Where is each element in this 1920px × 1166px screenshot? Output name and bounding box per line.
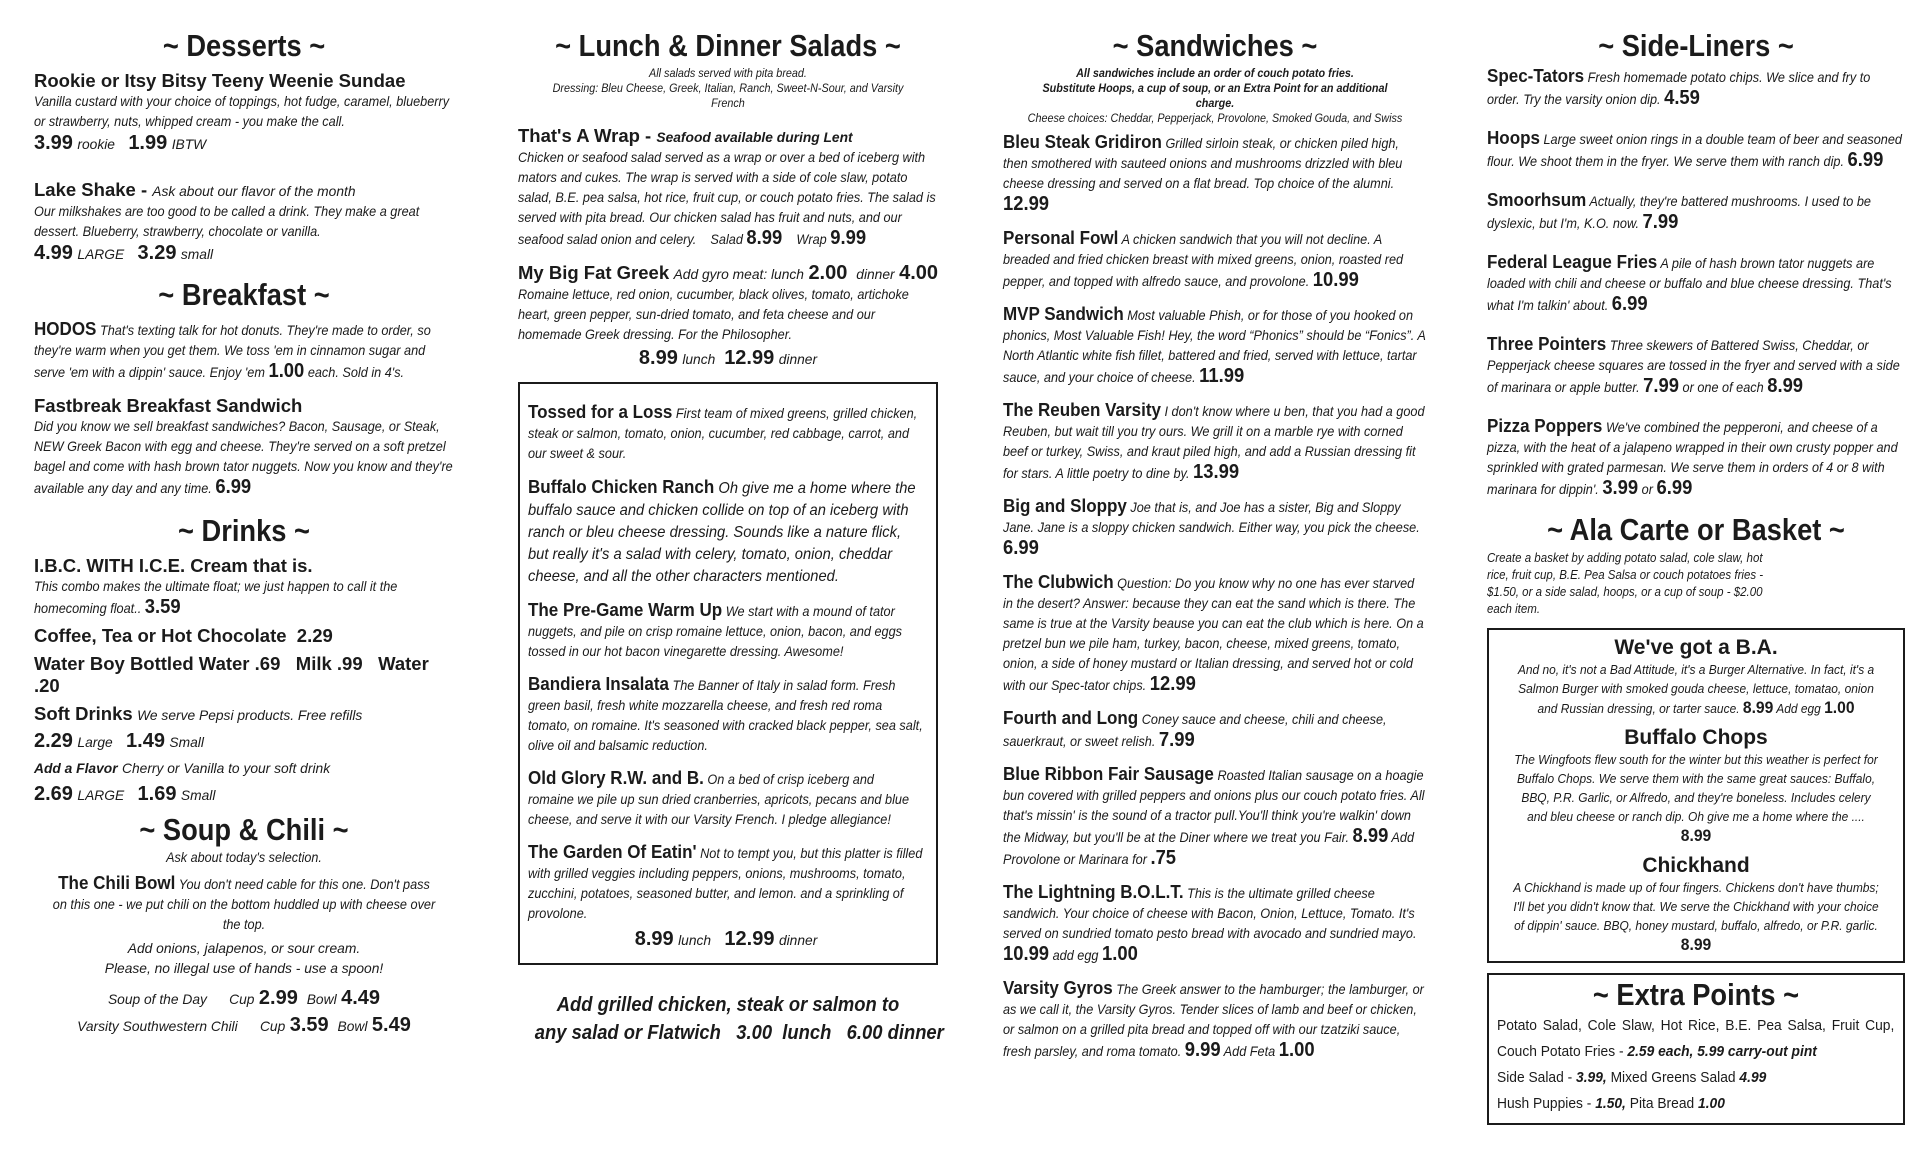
item-name: Coffee, Tea or Hot Chocolate xyxy=(34,625,287,646)
item-subtitle: Seafood available during Lent xyxy=(656,130,853,145)
item-desc: We've combined the pepperoni, and cheese of a pizza, with the heat of a jalapeno wrapped in their own crusty popper and sprinkled with grated parmesan. We serve them in orders of 4 or 8 with marinara for dippin'. xyxy=(1487,420,1898,497)
item-extra: Add Feta xyxy=(1223,1044,1276,1059)
item-name: Spec-Tators xyxy=(1487,65,1585,86)
price: 13.99 xyxy=(1193,461,1240,483)
item-desc: The Banner of Italy in salad form. Fresh green basil, fresh white mozzarella cheese, and fresh red roma tomato, on romaine. It's seasoned with cracked black pepper, sea salt, olive oil and balsamic reduction. xyxy=(528,678,923,753)
menu-item xyxy=(518,262,938,370)
sandwiches-note: Substitute Hoops, a cup of soup, or an Extra Point for an additional charge. xyxy=(1042,81,1388,110)
item-subdesc: Ask about our flavor of the month xyxy=(152,184,356,199)
menu-item xyxy=(34,319,454,383)
price: 1.69 xyxy=(137,783,177,805)
price: 4.49 xyxy=(341,987,381,1009)
item-desc: Question: Do you know why no one has ever starved in the desert? Answer: because they can eat the sand which is there. The same is true at the Varsity beause you can eat the club which is here. On a pretzel bun we pile ham, turkey, bacon, cheese, mixed greens, tomato, onion, a side of honey mustard or Italian dressing, and served hot or cold with our Spec-tator chips. xyxy=(1003,576,1424,693)
price-label: LARGE xyxy=(77,247,125,262)
item-name: Personal Fowl xyxy=(1003,227,1119,248)
chickhand-title: Chickhand xyxy=(1642,854,1750,877)
price: 8.99 xyxy=(746,227,783,249)
price: 1.49 xyxy=(126,730,165,752)
menu-item xyxy=(528,768,924,830)
item-name: The Clubwich xyxy=(1003,571,1114,592)
item-desc: This is the ultimate grilled cheese sandwich. Your choice of cheese with Bacon, Onion, Lettuce, Tomato. It's served on sundried tomato pesto bread with avocado and sundried mayo. xyxy=(1003,886,1417,941)
item-desc: The Greek answer to the hamburger; the lamburger, or as we call it, the Varsity Gyros. Tender slices of lamb and beef or chicken, or salmon on a grilled pita bread and topped off with our tzatziki sauce, fresh parsley, and roma tomato. xyxy=(1003,982,1424,1059)
price-label: Cup xyxy=(259,1019,286,1034)
soup-note: Ask about today's selection. xyxy=(166,849,322,865)
price: 3.99 xyxy=(34,132,73,154)
extra-points-line2 xyxy=(1497,1065,1894,1091)
extra-points-line1 xyxy=(1497,1013,1894,1065)
menu-item xyxy=(34,873,454,1037)
chops-desc: The Wingfoots flew south for the winter but this weather is perfect for Buffalo Chops. We serve them with the same great sauces: Buffalo, BBQ, P.R. Garlic, or Alfredo, and they're boneless. Includes celery and bleu cheese or ranch dip. Oh give me a home where the .... xyxy=(1514,752,1878,824)
item-desc: I don't know where u ben, that you had a good Reuben, but wait till you try ours. We grill it on a marble rye with corned beef or turkey, Swiss, and kraut piled high, and add a Russian dressing fit for stars. A little poetry to dine by. xyxy=(1003,404,1425,481)
price: 3.29 xyxy=(137,242,177,264)
item-desc: A pile of hash brown tator nuggets are loaded with chili and cheese or buffalo and blue cheese dressing. That's what I'm talkin' about. xyxy=(1487,256,1892,313)
extra-points-item: Side Salad - xyxy=(1497,1069,1573,1086)
price: 11.99 xyxy=(1199,365,1245,387)
extra-points-items: Potato Salad, Cole Slaw, Hot Rice, B.E. Pea Salsa, Fruit Cup, Couch Potato Fries - xyxy=(1497,1017,1895,1060)
item-desc: Joe that is, and Joe has a sister, Big and Sloppy Jane. Jane is a sloppy chicken sandwich. Either way, you pick the cheese. xyxy=(1003,500,1420,535)
desserts-title: ~ Desserts ~ xyxy=(162,28,326,63)
price: 3.99, xyxy=(1576,1069,1607,1086)
menu-item xyxy=(34,70,454,155)
price-label: Varsity Southwestern Chili xyxy=(77,1019,238,1034)
item-desc: Romaine lettuce, red onion, cucumber, black olives, tomato, artichoke heart, green pepper, sun-dried tomato, and feta cheese and our homemade Greek dressing. For the Philosopher. xyxy=(518,287,909,342)
price: 1.99 xyxy=(128,132,168,154)
price: 8.99 xyxy=(634,928,674,950)
menu-item xyxy=(1487,66,1905,110)
price-label: dinner xyxy=(778,352,818,367)
menu-item xyxy=(34,759,454,806)
price: 6.99 xyxy=(1847,149,1884,171)
drinks-title: ~ Drinks ~ xyxy=(178,513,310,548)
menu-item xyxy=(1003,882,1427,966)
item-desc: Not to tempt you, but this platter is filled with grilled veggies including peppers, onions, mushrooms, tomato, zucchini, potatoes, seasoned butter, and lemon. and a sprinkling of provolone. xyxy=(528,846,923,921)
chickhand-desc: A Chickhand is made up of four fingers. Chickens don't have thumbs; I'll bet you didn't know that. We serve the Chickhand with your choice of dippin' sauce. BBQ, honey mustard, buffalo, alfredo, or P.R. garlic. xyxy=(1513,880,1879,933)
item-name: The Garden Of Eatin' xyxy=(528,841,697,862)
price: 10.99 xyxy=(1312,269,1359,291)
menu-item xyxy=(34,555,454,619)
price-label: small xyxy=(180,247,214,262)
menu-item xyxy=(1003,400,1427,484)
price-label: Small xyxy=(169,735,204,750)
price: .69 xyxy=(254,653,281,674)
menu-item xyxy=(1003,572,1427,696)
sandwich-list xyxy=(1003,132,1427,1062)
price: 3.99 xyxy=(1602,477,1639,499)
item-name: The Chili Bowl xyxy=(58,872,176,893)
item-name: The Pre-Game Warm Up xyxy=(528,599,723,620)
item-tail: each. Sold in 4's. xyxy=(307,365,405,380)
price-label: LARGE xyxy=(77,788,125,803)
price: 6.99 xyxy=(1611,293,1648,315)
item-name: Add a Flavor xyxy=(34,761,118,776)
menu-item xyxy=(1003,496,1427,560)
price-label: rookie xyxy=(77,137,115,152)
price: 2.00 xyxy=(808,262,848,284)
item-name: The Lightning B.O.L.T. xyxy=(1003,881,1184,902)
item-desc: Vanilla custard with your choice of toppings, hot fudge, caramel, blueberry or strawberry, nuts, whipped cream - you make the call. xyxy=(34,94,450,129)
price-label: Soup of the Day xyxy=(107,992,207,1007)
price: 8.99 xyxy=(638,347,678,369)
item-name: Varsity Gyros xyxy=(1003,977,1113,998)
price: 2.69 xyxy=(34,783,73,805)
item-desc: Oh give me a home where the buffalo sauce and chicken collide on top of an iceberg with ranch or bleu cheese dressing. Sounds like a nature flick, but really it's a salad with celery, tomato, onion, cheddar cheese, and all the other characters mentioned. xyxy=(528,480,916,585)
item-desc: Coney sauce and cheese, chili and cheese, sauerkraut, or sweet relish. xyxy=(1003,712,1387,749)
menu-item xyxy=(1003,764,1427,870)
price: 12.99 xyxy=(724,347,775,369)
sides-title: ~ Side-Liners ~ xyxy=(1598,28,1794,63)
item-desc: Did you know we sell breakfast sandwiches? Bacon, Sausage, or Steak, NEW Greek Bacon with egg and cheese. They're served on a soft pretzel bagel and come with hash brown tator nuggets. Now you know and they're available any day and any time. xyxy=(34,419,453,496)
item-name: Buffalo Chicken Ranch xyxy=(528,476,715,497)
price: 7.99 xyxy=(1158,729,1195,751)
price-label: Small xyxy=(180,788,216,803)
salad-box xyxy=(518,382,938,965)
menu-item xyxy=(1003,708,1427,752)
menu-item xyxy=(528,402,924,464)
price: 1.00 xyxy=(1698,1095,1725,1112)
price: 4.99 xyxy=(1739,1069,1767,1086)
item-desc: Grilled sirloin steak, or chicken piled high, then smothered with sauteed onions and mushrooms drizzled with bleu cheese dressing and served on a flat bread. Top choice of the alumni. xyxy=(1003,136,1403,191)
price-label: lunch xyxy=(678,933,712,948)
menu-item xyxy=(34,395,454,499)
price: 9.99 xyxy=(1184,1039,1221,1061)
ba-title: We've got a B.A. xyxy=(1614,636,1778,659)
item-desc: Our milkshakes are too good to be called a drink. They make a great dessert. Blueberry, strawberry, chocolate or vanilla. xyxy=(34,204,420,239)
menu-item xyxy=(528,600,924,662)
chili-add: Add onions, jalapenos, or sour cream. xyxy=(127,941,361,956)
salads-footer-line1: Add grilled chicken, steak or salmon to xyxy=(556,994,900,1016)
extra-points-item: Mixed Greens Salad xyxy=(1610,1069,1736,1086)
menu-item xyxy=(1487,334,1905,398)
menu-item xyxy=(1487,190,1905,234)
menu-row xyxy=(34,653,454,697)
ba-add: Add egg xyxy=(1776,701,1821,716)
price-label: Large xyxy=(77,735,113,750)
price: 5.99 carry-out pint xyxy=(1697,1043,1817,1060)
price-label: lunch xyxy=(682,352,716,367)
price: 2.29 xyxy=(296,625,333,646)
item-desc: Fresh homemade potato chips. We slice and fry to order. Try the varsity onion dip. xyxy=(1487,70,1871,107)
salads-footer xyxy=(518,991,944,1047)
price-label: IBTW xyxy=(171,137,207,152)
menu-item xyxy=(1003,132,1427,216)
item-name: Hoops xyxy=(1487,127,1540,148)
salads-note: All salads served with pita bread. xyxy=(649,66,807,80)
price-label: dinner xyxy=(778,933,818,948)
price: 4.00 xyxy=(899,262,939,284)
extra-points-box xyxy=(1487,973,1905,1125)
item-desc: That's texting talk for hot donuts. They're made to order, so they're warm when you get them. We toss 'em in cinnamon sugar and serve 'em with a dippin' sauce. Enjoy 'em xyxy=(34,323,431,380)
menu-item xyxy=(34,703,454,753)
price: 8.99 xyxy=(1680,935,1712,954)
ala-carte-title: ~ Ala Carte or Basket ~ xyxy=(1547,512,1845,547)
breakfast-title: ~ Breakfast ~ xyxy=(158,277,330,312)
price: 3.59 xyxy=(289,1014,329,1036)
price: .99 xyxy=(336,653,363,674)
item-name: Big and Sloppy xyxy=(1003,495,1127,516)
item-name: That's A Wrap - xyxy=(518,125,657,146)
item-desc: You don't need cable for this one. Don't pass on this one - we put chili on the bottom huddled up with cheese over the top. xyxy=(52,877,436,932)
sandwiches-title: ~ Sandwiches ~ xyxy=(1112,28,1318,63)
item-name: Smoorhsum xyxy=(1487,189,1587,210)
item-name: Milk xyxy=(295,653,332,674)
price: 1.00 xyxy=(1824,698,1855,717)
price: 12.99 xyxy=(724,928,775,950)
item-desc: On a bed of crisp iceberg and romaine we pile up sun dried cranberries, apricots, pecans and blue cheese, and serve it with our Varsity French. I pledge allegiance! xyxy=(528,772,910,827)
soup-title: ~ Soup & Chili ~ xyxy=(139,812,349,847)
price: 8.99 xyxy=(1680,826,1712,845)
ala-carte-note: Create a basket by adding potato salad, cole slaw, hot rice, fruit cup, B.E. Pea Salsa or couch potatoes fries - $1.50, or a side salad, hoops, or a cup of soup - $2.00 each item. xyxy=(1487,551,1764,616)
price: 12.99 xyxy=(1003,193,1050,215)
item-desc: First team of mixed greens, grilled chicken, steak or salmon, tomato, onion, cucumber, red cabbage, carrot, and our sweet & sour. xyxy=(528,406,918,461)
price: 7.99 xyxy=(1643,375,1679,397)
item-mid: or xyxy=(1641,482,1653,497)
item-name: Bleu Steak Gridiron xyxy=(1003,131,1162,152)
price: 7.99 xyxy=(1642,211,1679,233)
item-name: Tossed for a Loss xyxy=(528,401,673,422)
menu-item xyxy=(1003,304,1427,388)
item-name: Pizza Poppers xyxy=(1487,415,1603,436)
price-label: Salad xyxy=(710,232,743,247)
price: 1.50, xyxy=(1595,1095,1626,1112)
extra-points-item: Pita Bread xyxy=(1629,1095,1695,1112)
salads-footer-line2: any salad or Flatwich 3.00 lunch 6.00 dinner xyxy=(534,1022,944,1044)
item-desc: Most valuable Phish, or for those of you hooked on phonics, Most Valuable Fish! Hey, the word “Phonics” should be “Fonics”. A North Atlantic white fish fillet, battered and fried, served with lettuce, tartar sauce, and your choice of cheese. xyxy=(1003,308,1426,385)
item-name: Fourth and Long xyxy=(1003,707,1139,728)
item-name: Soft Drinks xyxy=(34,703,133,724)
item-name: Water xyxy=(378,653,429,674)
item-name: I.B.C. WITH I.C.E. Cream that is. xyxy=(34,555,313,576)
item-add: Add gyro meat: lunch xyxy=(673,267,804,282)
price-label: Bowl xyxy=(306,992,337,1007)
item-name: Lake Shake - xyxy=(34,179,153,200)
item-desc: We serve Pepsi products. Free refills xyxy=(137,708,363,723)
price: 6.99 xyxy=(1656,477,1693,499)
item-name: Bandiera Insalata xyxy=(528,673,669,694)
price: 4.59 xyxy=(1664,87,1700,109)
price: 9.99 xyxy=(830,227,867,249)
price: 3.59 xyxy=(144,596,181,618)
price: 12.99 xyxy=(1149,673,1196,695)
item-desc: Chicken or seafood salad served as a wrap or over a bed of iceberg with mators and cukes. The wrap is served with a side of cole slaw, potato salad, B.E. pea salsa, hot rice, fruit cup, or couch potato fries. The salad is served with pita bread. Our chicken salad has fruit and nuts, and our seafood salad onion and celery. xyxy=(518,150,936,247)
chili-please: Please, no illegal use of hands - use a spoon! xyxy=(104,961,384,976)
price: 2.59 each, xyxy=(1627,1043,1694,1060)
chops-title: Buffalo Chops xyxy=(1624,726,1768,749)
item-name: Blue Ribbon Fair Sausage xyxy=(1003,763,1214,784)
item-mid: or one of each xyxy=(1682,380,1764,395)
menu-item xyxy=(34,179,454,265)
price: 8.99 xyxy=(1767,375,1804,397)
item-name: MVP Sandwich xyxy=(1003,303,1124,324)
price: 1.00 xyxy=(1102,943,1138,965)
menu-item xyxy=(518,125,938,250)
specials-box xyxy=(1487,628,1905,963)
item-desc: We start with a mound of tator nuggets, and pile on crisp romaine lettuce, onion, bacon, and eggs tossed in our hot bacon vinegarette dressing. Awesome! xyxy=(528,604,903,659)
column-desserts-breakfast-drinks-soup xyxy=(34,28,454,1037)
price: 5.49 xyxy=(371,1014,411,1036)
item-name: Fastbreak Breakfast Sandwich xyxy=(34,395,303,416)
price: 6.99 xyxy=(1003,537,1039,559)
price: 10.99 xyxy=(1003,943,1050,965)
item-desc: Roasted Italian sausage on a hoagie bun covered with grilled peppers and onions plus our couch potato fries. All that's missin' is the sound of a tractor pull.You'll think you're walkin' down the Midway, but you'll be at the Diner where we treat you Fair. xyxy=(1003,768,1425,845)
item-extra: add egg xyxy=(1052,948,1099,963)
sandwiches-note: All sandwiches include an order of couch potato fries. xyxy=(1076,66,1354,80)
sandwiches-cheese-note: Cheese choices: Cheddar, Pepperjack, Provolone, Smoked Gouda, and Swiss xyxy=(1027,111,1403,125)
price-label: Wrap xyxy=(796,232,827,247)
menu-item xyxy=(528,476,924,588)
price: 6.99 xyxy=(215,476,252,498)
salads-title: ~ Lunch & Dinner Salads ~ xyxy=(555,28,901,63)
extra-points-line3 xyxy=(1497,1091,1894,1117)
menu-item xyxy=(1003,978,1427,1062)
price: .20 xyxy=(34,675,60,696)
item-name: Three Pointers xyxy=(1487,333,1607,354)
column-sandwiches xyxy=(1003,28,1427,1074)
item-name: HODOS xyxy=(34,318,97,339)
item-extra: Add Provolone or Marinara for xyxy=(1003,830,1415,867)
price: .75 xyxy=(1150,847,1177,869)
price-label: Bowl xyxy=(337,1019,368,1034)
price: 2.29 xyxy=(34,730,73,752)
item-name: Rookie or Itsy Bitsy Teeny Weenie Sundae xyxy=(34,70,406,91)
item-name: The Reuben Varsity xyxy=(1003,399,1161,420)
price: 8.99 xyxy=(1352,825,1389,847)
menu-row xyxy=(34,625,454,647)
menu-item xyxy=(1487,416,1905,500)
menu-item xyxy=(1487,252,1905,316)
menu-item xyxy=(528,674,924,756)
price: 4.99 xyxy=(34,242,73,264)
price-label: Cup xyxy=(229,992,255,1007)
salads-dressing-note: Dressing: Bleu Cheese, Greek, Italian, Ranch, Sweet-N-Sour, and Varsity French xyxy=(552,81,904,110)
price: 1.00 xyxy=(1278,1039,1315,1061)
menu-item xyxy=(528,842,924,924)
price-label: dinner xyxy=(856,267,895,282)
item-desc: A chicken sandwich that you will not decline. A breaded and fried chicken breast with mixed greens, onion, roasted red pepper, and topped with alfredo sauce, and provolone. xyxy=(1003,232,1404,289)
column-sides xyxy=(1487,28,1905,1125)
item-name: My Big Fat Greek xyxy=(518,262,670,283)
item-name: Federal League Fries xyxy=(1487,251,1658,272)
ba-desc: And no, it's not a Bad Attitude, it's a Burger Alternative. In fact, it's a Salmon Burger with smoked gouda cheese, lettuce, tomatao, onion and Russian dressing, or tarter sauce. xyxy=(1517,662,1875,716)
item-desc: This combo makes the ultimate float; we just happen to call it the homecoming float.. xyxy=(34,579,398,616)
item-desc: Cherry or Vanilla to your soft drink xyxy=(122,761,331,776)
extra-points-title: ~ Extra Points ~ xyxy=(1592,977,1800,1012)
menu-item xyxy=(1003,228,1427,292)
menu-item xyxy=(1487,128,1905,172)
price: 8.99 xyxy=(1742,698,1774,717)
extra-points-item: Hush Puppies - xyxy=(1497,1095,1592,1112)
column-salads xyxy=(518,28,944,1047)
price: 2.99 xyxy=(258,987,298,1009)
item-desc: Three skewers of Battered Swiss, Cheddar, or Pepperjack cheese squares are tossed in the fryer and served with a side of marinara or apple butter. xyxy=(1487,338,1900,395)
item-desc: Actually, they're battered mushrooms. I used to be dyslexic, but I'm, K.O. now. xyxy=(1487,194,1871,231)
item-desc: Large sweet onion rings in a double team of beer and seasoned flour. We shoot them in the fryer. We serve them with ranch dip. xyxy=(1487,132,1902,169)
price: 1.00 xyxy=(268,360,305,382)
item-name: Water Boy Bottled Water xyxy=(34,653,250,674)
item-name: Old Glory R.W. and B. xyxy=(528,767,704,788)
